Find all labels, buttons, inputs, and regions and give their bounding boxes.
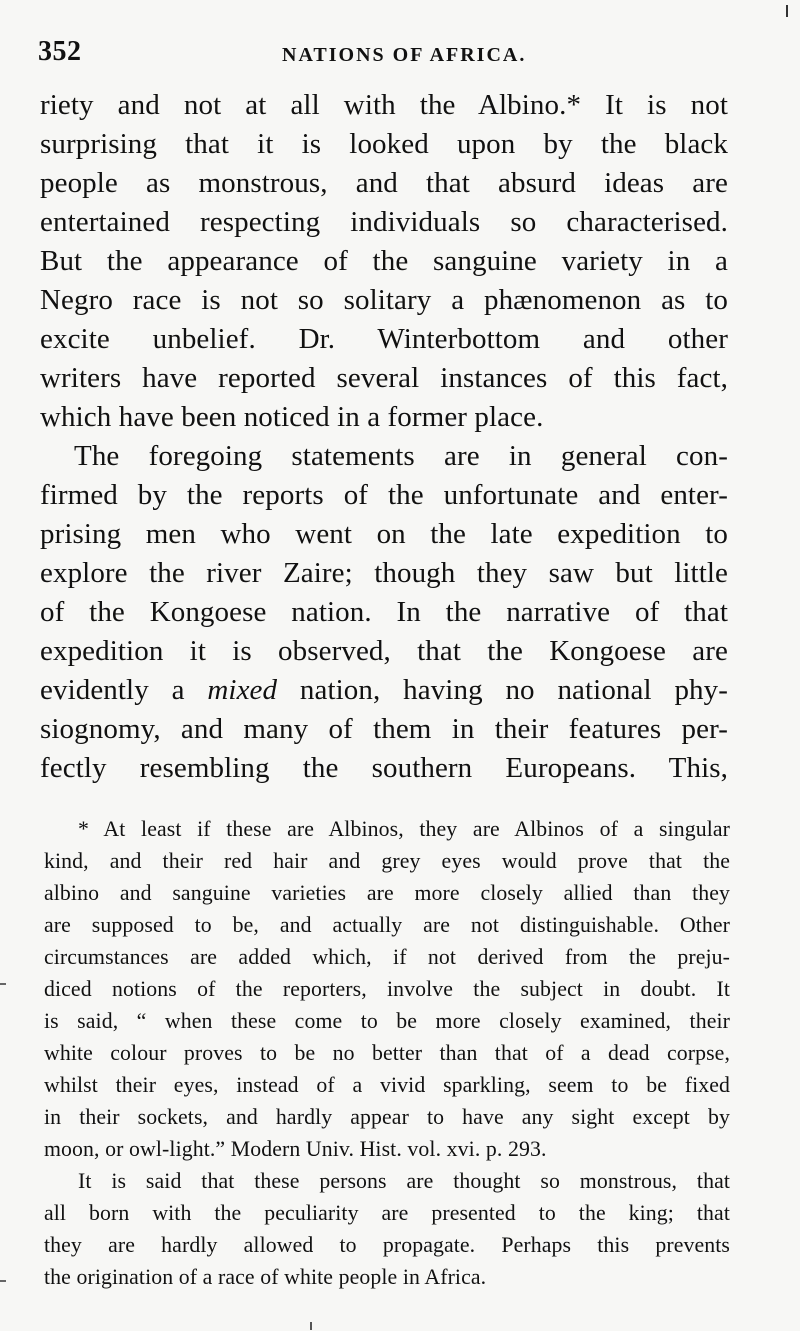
body-line: riety and not at all with the Albino.* It is not [40, 89, 728, 121]
footnote-line: diced notions of the reporters, involve the subject in doubt. It [44, 977, 730, 1001]
footnotes [44, 813, 730, 1293]
footnote-line: whilst their eyes, instead of a vivid sparkling, seem to be fixed [44, 1073, 730, 1097]
body-line: surprising that it is looked upon by the black [40, 128, 728, 160]
footnote-line: is said, “ when these come to be more closely examined, their [44, 1009, 730, 1033]
body-line: siognomy, and many of them in their features per- [40, 713, 728, 745]
footnote-line: moon, or owl-light.” Modern Univ. Hist. vol. xvi. p. 293. [44, 1137, 547, 1161]
body-line [40, 671, 728, 710]
footnote-line: albino and sanguine varieties are more closely allied than they [44, 881, 730, 905]
footnote-line: all born with the peculiarity are presented to the king; that [44, 1201, 730, 1225]
page-header [38, 36, 748, 74]
body-line: explore the river Zaire; though they saw but little [40, 557, 728, 589]
footnote-line: It is said that these persons are thought so monstrous, that [78, 1169, 730, 1193]
body-line: Negro race is not so solitary a phænomenon as to [40, 284, 728, 316]
body-line: prising men who went on the late expedition to [40, 518, 728, 550]
footnote-line: circumstances are added which, if not derived from the preju- [44, 945, 730, 969]
body-line: which have been noticed in a former place. [40, 401, 544, 433]
body-line: writers have reported several instances of this fact, [40, 362, 728, 394]
body-line: people as monstrous, and that absurd ideas are [40, 167, 728, 199]
footnote-line: they are hardly allowed to propagate. Perhaps this prevents [44, 1233, 730, 1257]
footnote-line: are supposed to be, and actually are not distinguishable. Other [44, 913, 730, 937]
body-line: The foregoing statements are in general con- [74, 440, 728, 472]
top-margin-mark [786, 5, 788, 17]
left-margin-mark [0, 1280, 6, 1282]
footnote-line: * At least if these are Albinos, they are Albinos of a singular [78, 817, 730, 841]
main-text [40, 86, 728, 788]
page-number: 352 [38, 36, 82, 67]
italic-word: mixed [207, 674, 278, 706]
body-line: excite unbelief. Dr. Winterbottom and other [40, 323, 728, 355]
footnote-line: kind, and their red hair and grey eyes would prove that the [44, 849, 730, 873]
footnote-line: white colour proves to be no better than that of a dead corpse, [44, 1041, 730, 1065]
body-line: fectly resembling the southern Europeans. This, [40, 752, 728, 784]
body-line: of the Kongoese nation. In the narrative of that [40, 596, 728, 628]
body-line: entertained respecting individuals so characterised. [40, 206, 728, 238]
running-head: NATIONS OF AFRICA. [282, 44, 527, 66]
body-line: firmed by the reports of the unfortunate and enter- [40, 479, 728, 511]
footnote-line: the origination of a race of white people in Africa. [44, 1265, 487, 1289]
body-line: But the appearance of the sanguine variety in a [40, 245, 728, 277]
footnote-line: in their sockets, and hardly appear to have any sight except by [44, 1105, 730, 1129]
left-margin-mark [0, 983, 6, 985]
body-line-segment: nation, having no national phy- [277, 674, 728, 706]
body-line-segment: evidently a [40, 674, 208, 706]
bottom-margin-mark [310, 1322, 312, 1330]
body-line: expedition it is observed, that the Kongoese are [40, 635, 728, 667]
